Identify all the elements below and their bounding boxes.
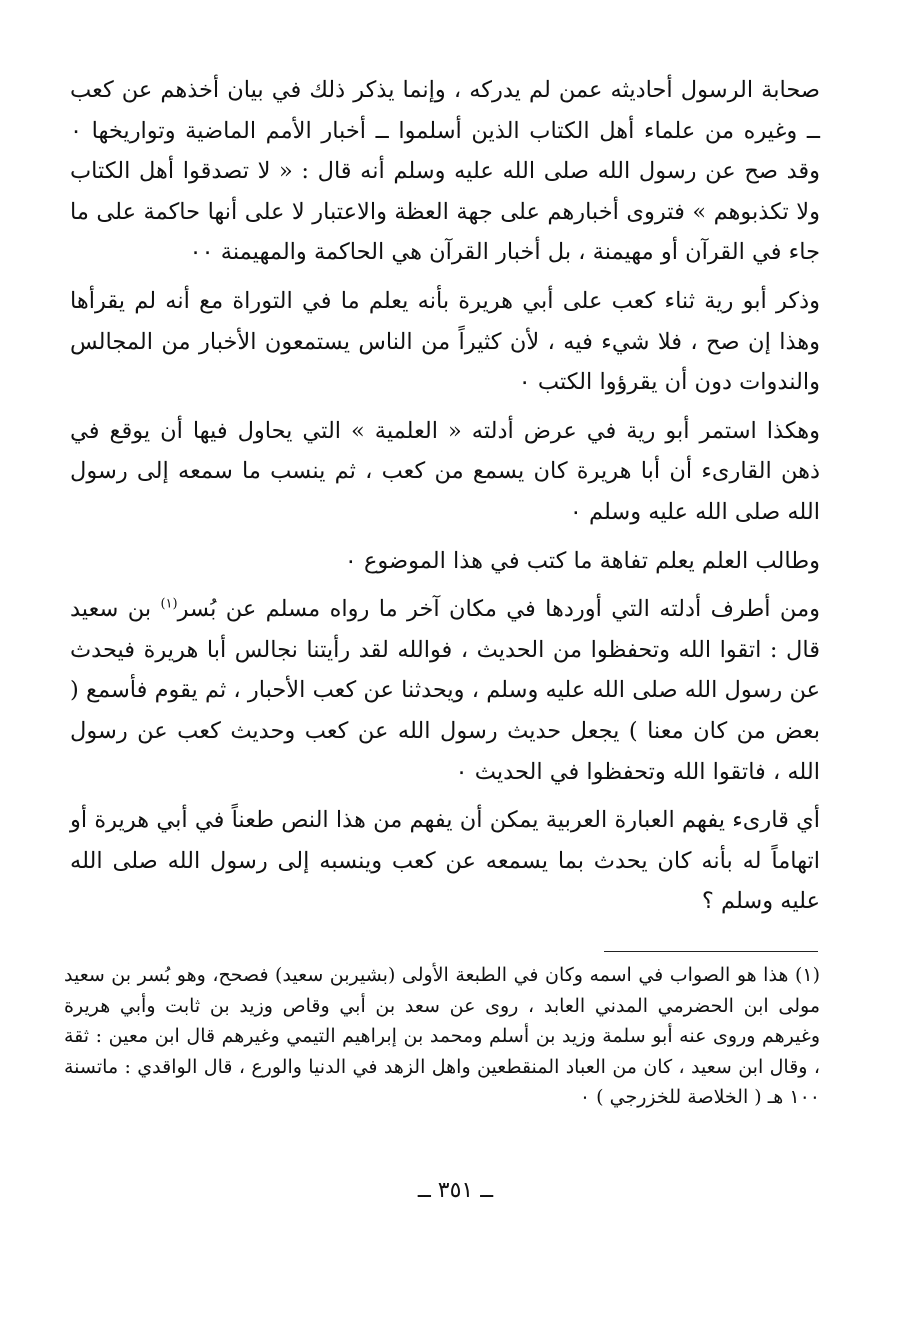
- paragraph-4: وطالب العلم يعلم تفاهة ما كتب في هذا الموضوع ٠: [344, 547, 820, 574]
- paragraph-3: وهكذا استمر أبو رية في عرض أدلته « العلمية » التي يحاول فيها أن يوقع في ذهن القارىء أن أبا هريرة كان يسمع من كعب ، ثم ينسب ما سمعه إلى رسول الله صلى الله عليه وسلم ٠: [70, 417, 820, 525]
- page-number: ــ ٣٥١ ــ: [417, 1178, 494, 1203]
- paragraph-1: صحابة الرسول أحاديثه عمن لم يدركه ، وإنما يذكر ذلك في بيان أخذهم عن كعب ــ وغيره من علماء أهل الكتاب الذين أسلموا ــ أخبار الأمم الماضية وتواريخها ٠ وقد صح عن رسول الله صلى الله عليه وسلم أنه قال : « لا تصدقوا أهل الكتاب ولا تكذبوهم » فتروى أخبارهم على جهة العظة والاعتبار لا على أنها حاكمة على ما جاء في القرآن أو مهيمنة ، بل أخبار القرآن هي الحاكمة والمهيمنة ٠٠: [70, 77, 820, 266]
- footnote-1: (١) هذا هو الصواب في اسمه وكان في الطبعة الأولى (بشيربن سعيد) فصحح، وهو بُسر بن سعيد مولى ابن الحضرمي المدني العابد ، روى عن سعد بن أبي وقاص وزيد بن ثابت وأبي هريرة وغيرهم وروى عنه أبو سلمة وزيد بن أسلم ومحمد بن إبراهيم التيمي وغيرهم قال ابن معين : ثقة ، وقال ابن سعيد ، كان من العباد المنقطعين واهل الزهد في الدنيا والورع ، قال الواقدي : ماتسنة ١٠٠ هـ ( الخلاصة للخزرجي ) ٠: [64, 964, 820, 1108]
- main-text: [70, 70, 820, 930]
- paragraph-6: أي قارىء يفهم العبارة العربية يمكن أن يفهم من هذا النص طعناً في أبي هريرة أو اتهاماً له بأنه كان يحدث بما يسمعه عن كعب وينسبه إلى رسول الله صلى الله عليه وسلم ؟: [70, 807, 820, 915]
- footnote-separator: [604, 951, 818, 952]
- footnote-reference-mark: (١): [160, 596, 178, 612]
- paragraph-2: وذكر أبو رية ثناء كعب على أبي هريرة بأنه يعلم ما في التوراة مع أنه لم يقرأها وهذا إن صح ، فلا شيء فيه ، لأن كثيراً من الناس يستمعون الأخبار من المجالس والندوات دون أن يقرؤوا الكتب ٠: [70, 287, 820, 396]
- paragraph-5: [70, 589, 820, 792]
- footnotes: [64, 960, 820, 1113]
- paragraph-5-after-note: بن سعيد قال : اتقوا الله وتحفظوا من الحديث ، فوالله لقد رأيتنا نجالس أبا هريرة فيحدث عن رسول الله صلى الله عليه وسلم ، ويحدثنا عن كعب الأحبار ، ثم يقوم فأسمع ( بعض من كان معنا ) يجعل حديث رسول الله عن كعب وحديث كعب عن رسول الله ، فاتقوا الله وتحفظوا في الحديث ٠: [70, 596, 820, 785]
- paragraph-5-before-note: ومن أطرف أدلته التي أوردها في مكان آخر ما رواه مسلم عن بُسر: [177, 596, 820, 623]
